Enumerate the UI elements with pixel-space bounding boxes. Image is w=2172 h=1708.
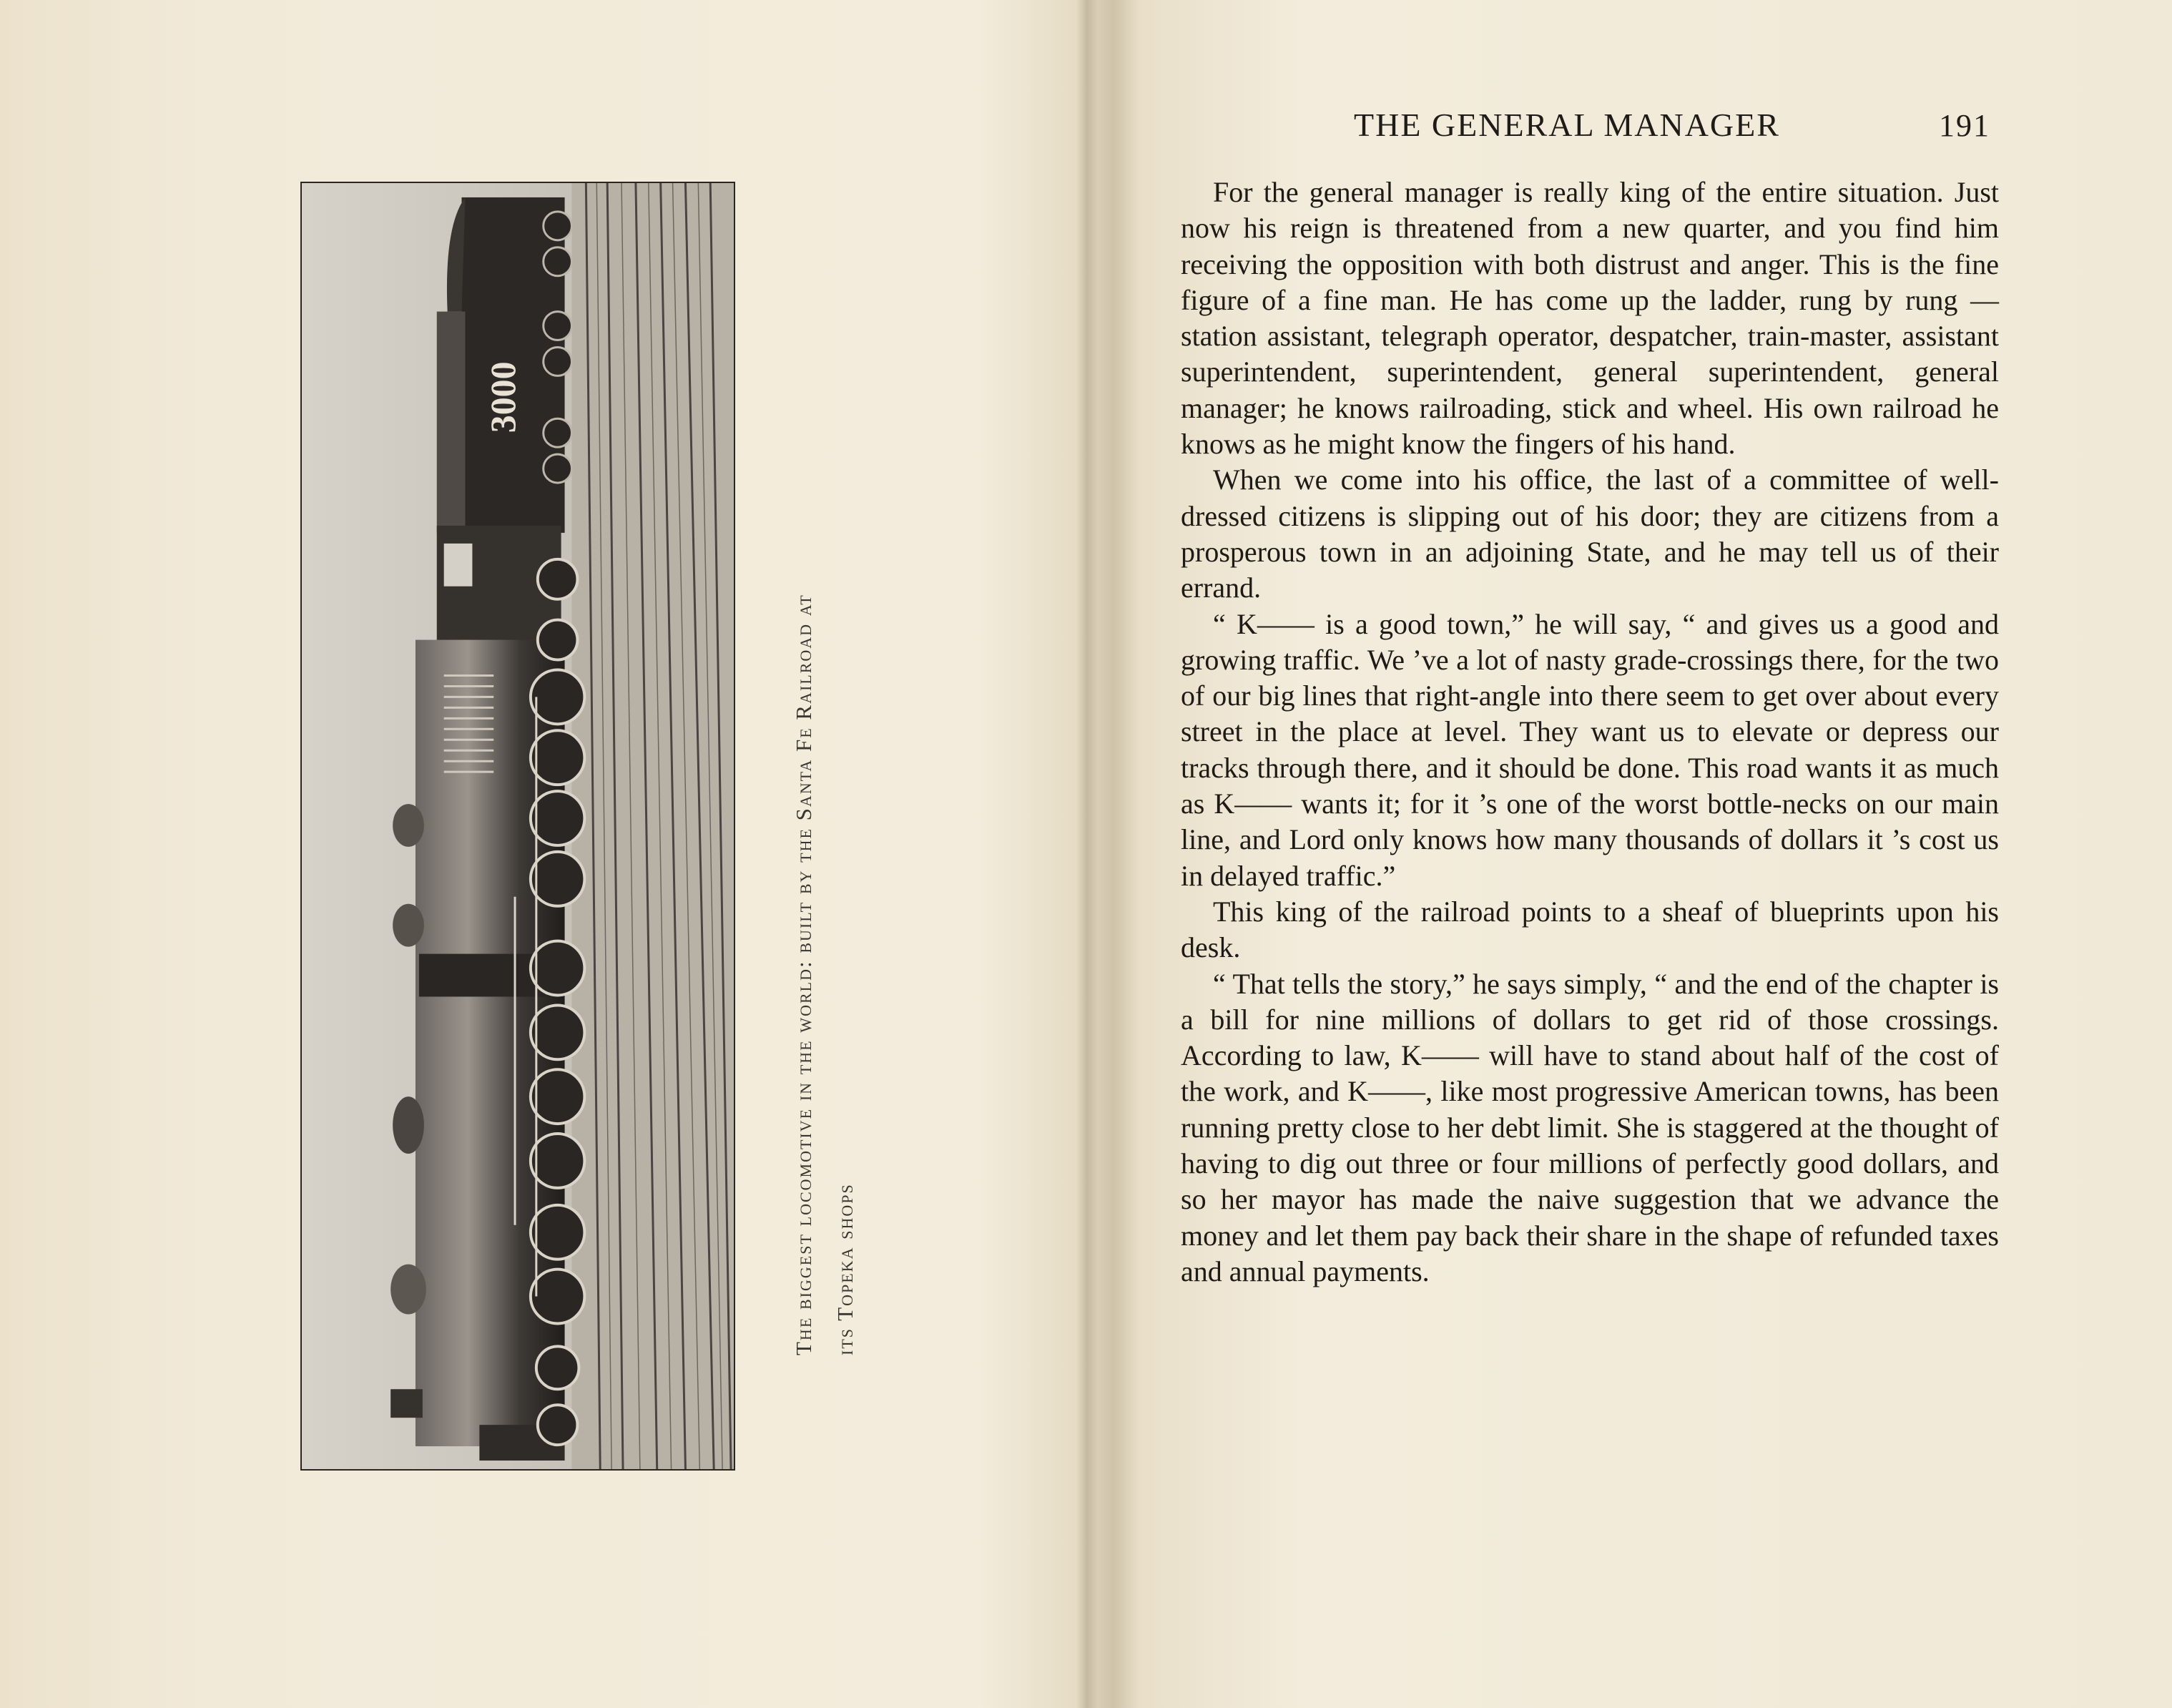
- paragraph: When we come into his office, the last of a committee of well-dressed citizens is slipping out of his door; they are citizens from a prosperous town in an adjoining State, and he may tell us of their errand.: [1181, 463, 1999, 604]
- left-page: [0, 0, 1083, 1708]
- plate-caption: [783, 283, 898, 1355]
- locomotive-number: 3000: [483, 361, 524, 433]
- page-number: 191: [1939, 108, 1990, 143]
- locomotive-photo: [300, 182, 735, 1471]
- body-text: [1181, 175, 1999, 1290]
- paragraph: This king of the railroad points to a sheaf of blueprints upon his desk.: [1181, 895, 1999, 964]
- paragraph: For the general manager is really king of the entire situation. Just now his reign is threatened from a new quarter, and you find him receiving the opposition with both distrust and anger. This is the fine figure of a fine man. He has come up the ladder, rung by rung — station assistant, telegraph operator, despatcher, train-master, assistant superintendent, superintendent, general superintendent, general manager; he knows railroading, stick and wheel. His own railroad he knows as he might know the fingers of his hand.: [1181, 176, 1999, 461]
- locomotive-illustration: [302, 183, 734, 1469]
- paragraph: “ That tells the story,” he says simply, “ and the end of the chapter is a bill for nine millions of dollars to get rid of those crossings. According to law, K—— will have to stand about half of the cost of the work, and K——, like most progressive American towns, has been running pretty close to her debt limit. She is staggered at the thought of having to dig out three or four millions of perfectly good dollars, and so her mayor has made the naive suggestion that we advance the money and let them pay back their share in the shape of refunded taxes and annual payments.: [1181, 967, 1999, 1287]
- running-head: [1354, 106, 2069, 149]
- caption-line-1: The biggest locomotive in the world: built by the Santa Fe Railroad at: [791, 594, 816, 1355]
- running-head-title: THE GENERAL MANAGER: [1354, 107, 1780, 143]
- caption-line-2: its Topeka shops: [832, 1183, 858, 1355]
- paragraph: “ K—— is a good town,” he will say, “ and gives us a good and growing traffic. We ’ve a lot of nasty grade-crossings there, for the two of our big lines that right-angle into there seem to get over about every street in the place at level. They want us to elevate or depress our tracks through there, and it should be done. This road wants it as much as K—— wants it; for it ’s one of the worst bottle-necks on our main line, and Lord only knows how many thousands of dollars it ’s cost us in delayed traffic.”: [1181, 607, 1999, 892]
- right-page: [1091, 0, 2172, 1708]
